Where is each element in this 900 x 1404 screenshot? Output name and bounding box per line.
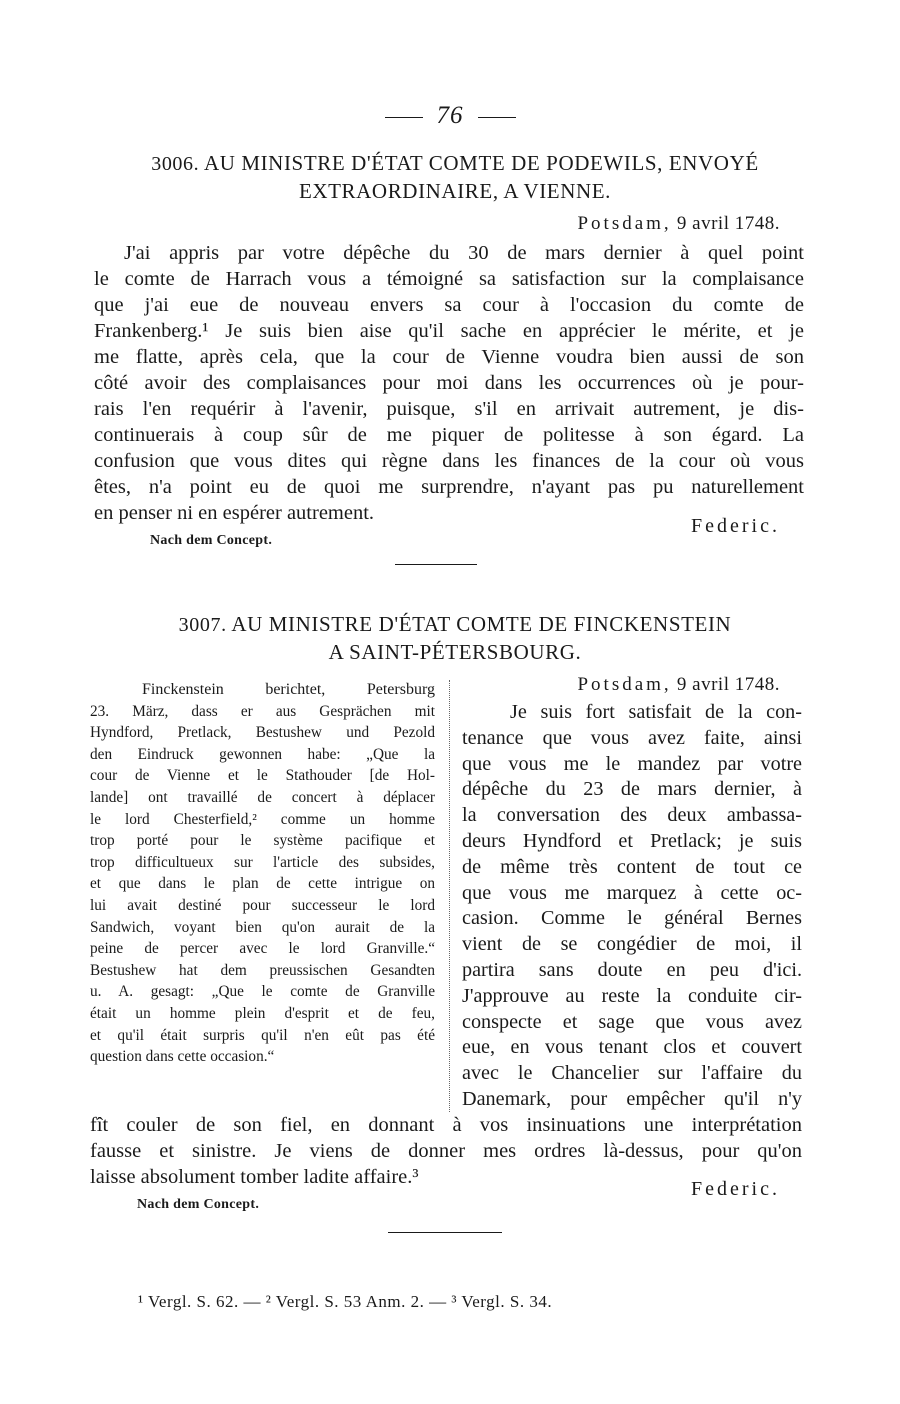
summary-line: trop difficultueux sur l'article des subsides, [90,853,435,871]
column-line: la conversation des deux ambassa- [462,804,802,827]
column-line: Je suis fort satisfait de la con- [510,701,802,723]
dash-left [385,117,423,118]
letter-3006-heading [100,150,810,205]
column-line: eue, en vous tenant clos et couvert [462,1036,802,1059]
letter-3007-heading [100,611,810,666]
summary-line: et qu'il était surpris qu'il n'en eût pas été [90,1026,435,1044]
column-line: partira sans doute en peu d'ici. [462,959,802,981]
letter-3006-line: rais l'en requérir à l'avenir, puisque, s'il en arrivait autrement, je dis- [94,398,804,420]
summary-line: lande] ont travaillé de concert à déplacer [90,789,435,806]
letter-3006-line: continuerais à coup sûr de me piquer de politesse à son égard. La [94,424,804,446]
summary-line: et que dans le plan de cette intrigue on [90,875,435,893]
summary-line: Bestushew hat dem preussischen Gesandten [90,961,435,979]
footnote-separator [388,1232,502,1233]
summary-line: le lord Chesterfield,² comme un homme [90,810,435,828]
summary-line: Hyndford, Pretlack, Bestushew und Pezold [90,724,435,742]
letter-3006-line: en penser ni en espérer autrement. [94,502,375,524]
letter-3006-source: Nach dem Concept. [150,533,273,548]
letter-3006-line: J'ai appris par votre dépêche du 30 de mars dernier à quel point [124,242,804,264]
summary-line: lui avait destiné pour successeur le lord [90,897,435,914]
column-line: tenance que vous avez faite, ainsi [462,726,802,749]
letter-3007-heading-line2: A SAINT-PÉTERSBOURG. [328,640,582,664]
letter-3006-place-date: Potsdam, 9 avril 1748. [577,213,780,234]
column-line: vient de se congédier de moi, il [462,933,802,956]
letter-3006-number: 3006. [151,153,200,175]
column-line: Danemark, pour empêcher qu'il n'y [462,1088,802,1110]
summary-line: u. A. gesagt: „Que le comte de Granville [90,983,435,1001]
letter-3006-line: confusion que vous dites qui règne dans les finances de la cour où vous [94,450,804,472]
column-line: conspecte et sage que vous avez [462,1010,802,1033]
letter-3007-signature: Federic. [691,1178,780,1200]
letter-3007-line: fausse et sinistre. Je viens de donner mes ordres là-dessus, pour qu'on [90,1140,802,1162]
column-line: dépêche du 23 de mars dernier, à [462,778,802,801]
letter-3006-line: que j'ai eue de nouveau envers sa cour à l'occasion du comte de [94,294,804,316]
letter-3006-heading-line2: EXTRAORDINAIRE, A VIENNE. [298,179,612,203]
letter-3007-source: Nach dem Concept. [137,1197,260,1212]
footnotes: ¹ Vergl. S. 62. — ² Vergl. S. 53 Anm. 2. — ³ Vergl. S. 34. [138,1292,553,1311]
letter-3007-number: 3007. [178,614,227,636]
summary-line: cour de Vienne et le Stathouder [de Hol- [90,767,435,785]
dash-right [478,117,516,118]
summary-line: den Eindruck gewonnen habe: „Que la [90,745,435,763]
column-line: de même très content de tout ce [462,855,802,878]
summary-line: Sandwich, voyant bien qu'on aurait de la [90,918,435,936]
column-line: casion. Comme le général Bernes [462,907,802,930]
column-line: J'approuve au reste la conduite cir- [462,984,802,1007]
summary-line: question dans cette occasion.“ [90,1048,275,1066]
summary-line: trop porté pour le système pacifique et [90,832,435,850]
letter-3006-signature: Federic. [691,515,780,537]
letter-3007-place-date: Potsdam, 9 avril 1748. [577,674,780,695]
letter-3007-heading-line1: 3007. AU MINISTRE D'ÉTAT COMTE DE FINCKENSTEIN [178,612,732,636]
summary-line: était un homme plein d'esprit et de feu, [90,1005,435,1022]
letter-3006-line: me flatte, après cela, que la cour de Vienne voudra bien aussi de son [94,346,804,368]
letter-3006-line: le comte de Harrach vous a témoigné sa satisfaction sur la complaisance [94,268,804,290]
letter-3006-line: êtes, n'a point eu de quoi me surprendre, n'ayant pas pu naturellement [94,476,804,498]
letter-3007-line: fît couler de son fiel, en donnant à vos insinuations une interprétation [90,1114,802,1136]
letter-3006-line: côté avoir des complaisances pour moi dans les occurrences où je pour- [94,372,804,394]
section-separator [395,564,477,565]
letter-3006-heading-line1: 3006. AU MINISTRE D'ÉTAT COMTE DE PODEWILS, ENVOYÉ [151,151,759,175]
column-line: que vous me marquez à cette oc- [462,881,802,904]
column-line: avec le Chancelier sur l'affaire du [462,1062,802,1085]
column-line: que vous me le mandez par votre [462,752,802,775]
summary-line: Finckenstein berichtet, Petersburg [142,681,435,698]
page-number: 76 [0,102,900,130]
letter-3007-line: laisse absolument tomber ladite affaire.³ [90,1166,419,1188]
letter-3006-line: Frankenberg.¹ Je suis bien aise qu'il sache en apprécier le mérite, et je [94,320,804,342]
summary-line: peine de percer avec le lord Granville.“ [90,940,435,958]
column-line: deurs Hyndford et Pretlack; je suis [462,830,802,852]
summary-line: 23. März, dass er aus Gesprächen mit [90,702,435,720]
column-divider [449,680,450,1112]
